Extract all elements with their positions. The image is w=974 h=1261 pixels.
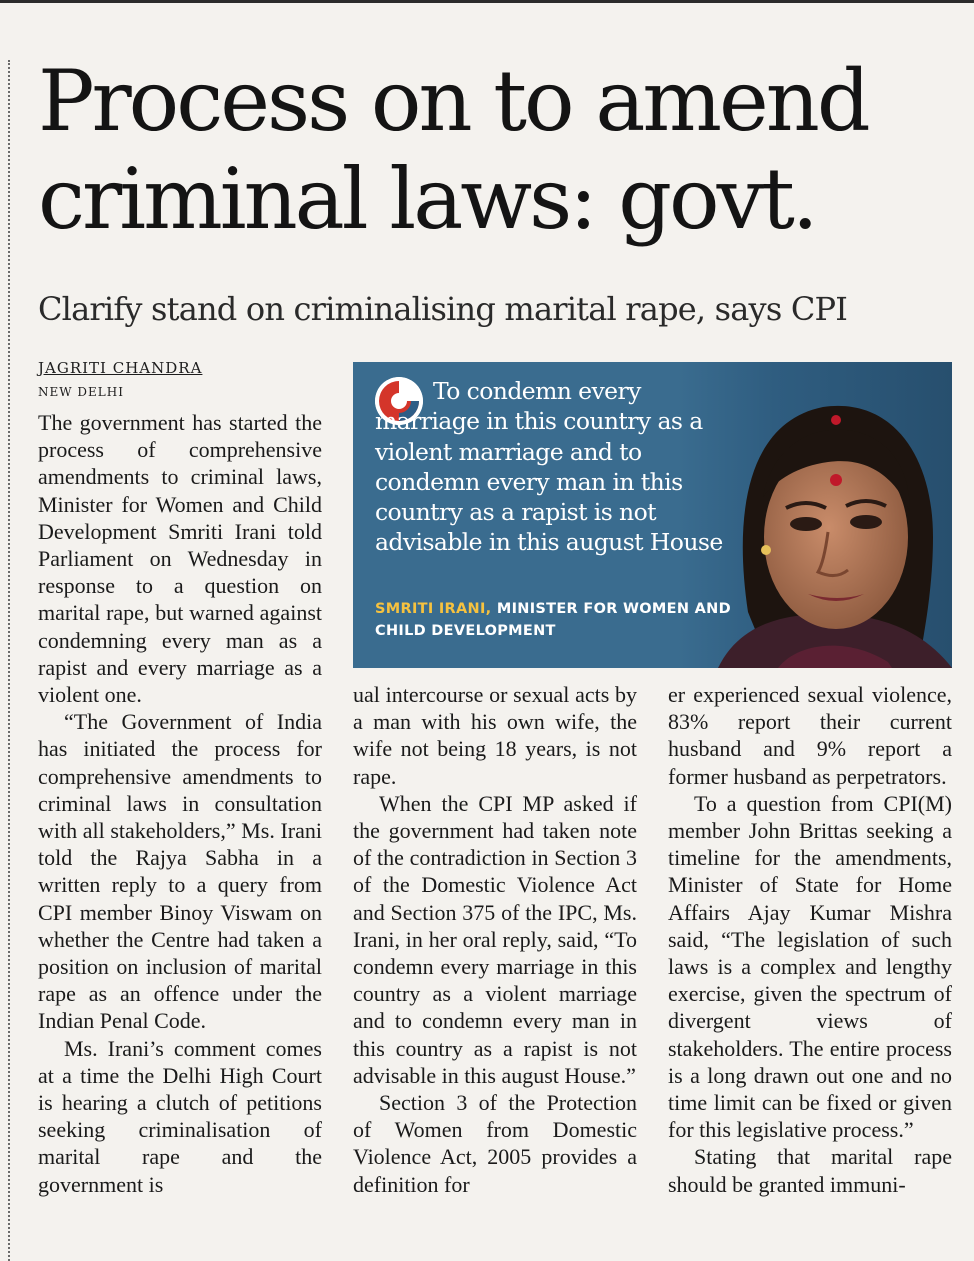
body-column-2	[353, 681, 637, 1261]
pull-quote-attribution	[375, 598, 745, 642]
paragraph: “The Government of India has initiated the process for comprehensive amendments to criminal laws in consultation with all stakeholders,” Ms. Irani told the Rajya Sabha in a written reply to a query from CPI member Binoy Viswam on whether the Centre had taken a position on inclusion of marital rape as an offence under the Indian Penal Code.	[38, 709, 322, 1034]
paragraph: Section 3 of the Protection of Women from Domestic Violence Act, 2005 provides a definition for	[353, 1090, 637, 1197]
subheadline: Clarify stand on criminalising marital rape, says CPI	[38, 290, 848, 328]
top-rule	[0, 0, 974, 3]
paragraph: To a question from CPI(M) member John Brittas seeking a timeline for the amendments, Minister of State for Home Affairs Ajay Kumar Mishra said, “The legislation of such laws is a complex and lengthy exercise, given the spectrum of divergent views of stakeholders. The entire process is a long drawn out one and no time limit can be fixed or given for this legislative process.”	[668, 790, 952, 1143]
dateline: NEW DELHI	[38, 385, 124, 399]
attribution-title: MINISTER FOR WOMEN AND CHILD DEVELOPMENT	[375, 601, 731, 639]
paragraph: The government has started the process of comprehensive amendments to criminal laws, Minister for Women and Child Development Smriti Irani told Parliament on Wednesday in response to a question on marital rape, but warned against condemning every man as a rapist and every marriage as a violent one.	[38, 410, 322, 708]
pull-quote-box	[353, 362, 952, 668]
paragraph: Stating that marital rape should be granted immuni-	[668, 1144, 952, 1197]
paragraph: er experienced sexual violence, 83% report their current husband and 9% report a former husband as perpetrators.	[668, 682, 952, 789]
page-edge-dotted-border	[8, 60, 10, 1261]
paragraph: When the CPI MP asked if the government had taken note of the contradiction in Section 3 of the Domestic Violence Act and Section 375 of the IPC, Ms. Irani, in her oral reply, said, “To condemn every marriage in this country as a violent marriage and to condemn every man in this country as a rapist is not advisable in this august House.”	[353, 790, 637, 1088]
attribution-name: SMRITI IRANI,	[375, 601, 492, 617]
paragraph: ual intercourse or sexual acts by a man with his own wife, the wife not being 18 years, is not rape.	[353, 682, 637, 789]
body-column-1	[38, 409, 322, 1261]
byline: JAGRITI CHANDRA	[38, 359, 203, 377]
body-column-3	[668, 681, 952, 1261]
headline: Process on to amend criminal laws: govt.	[38, 52, 868, 248]
pull-quote-text	[375, 376, 745, 558]
paragraph: Ms. Irani’s comment comes at a time the Delhi High Court is hearing a clutch of petitions seeking criminalisation of marital rape and the government is	[38, 1035, 322, 1197]
pull-quote-body: To condemn every marriage in this country as a violent marriage and to condemn every man in this country as a rapist is not advisable in this august House	[375, 377, 723, 557]
